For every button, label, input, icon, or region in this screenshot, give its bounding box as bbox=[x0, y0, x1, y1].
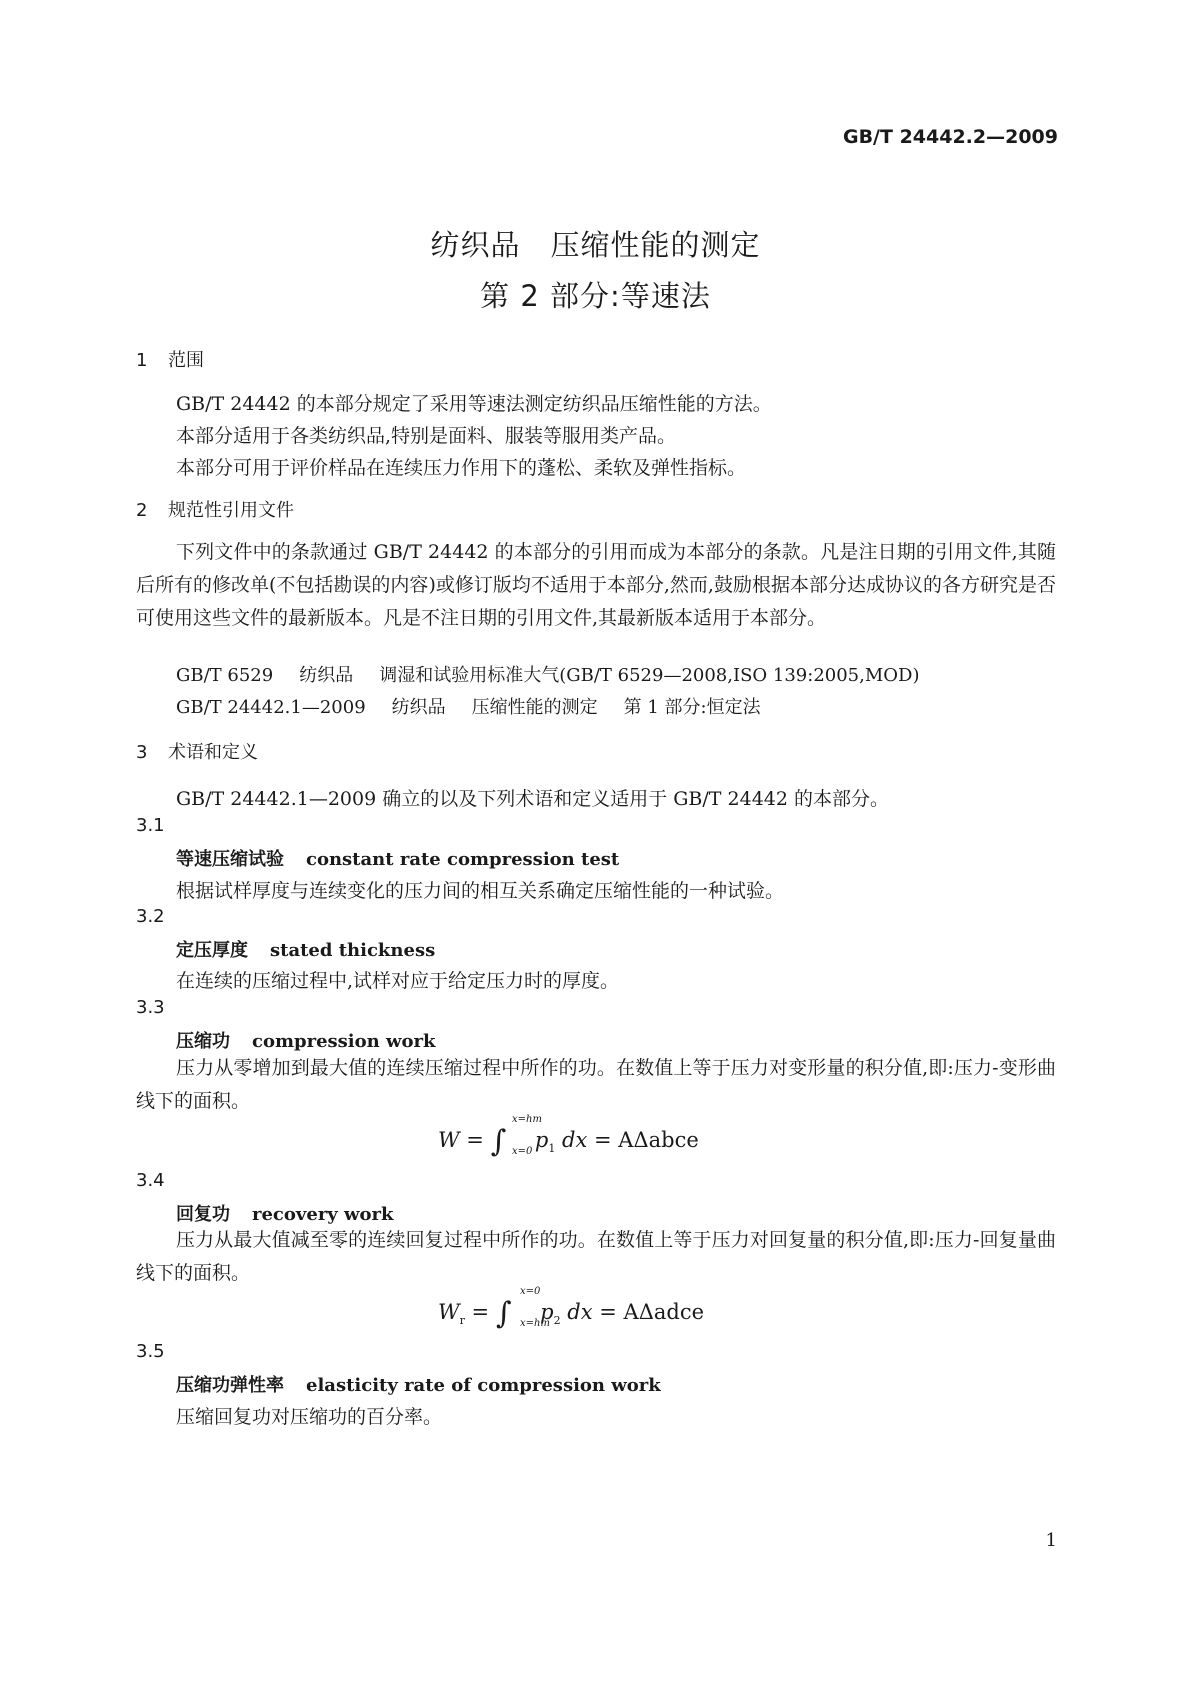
term-definition: 根据试样厚度与连续变化的压力间的相互关系确定压缩性能的一种试验。 bbox=[176, 880, 785, 902]
term-cn: 压缩功 bbox=[176, 1031, 230, 1052]
section-1-para-2: 本部分适用于各类纺织品,特别是面料、服装等服用类产品。 bbox=[176, 425, 677, 447]
term-heading bbox=[176, 845, 619, 871]
reference-title-b: 调湿和试验用标准大气(GB/T 6529—2008,ISO 139:2005,MOD) bbox=[379, 665, 920, 686]
formula-compression-work: W = ∫ x=hm x=0 $p_1$ dx = AΔabce bbox=[438, 1114, 699, 1159]
formula-lhs: W bbox=[438, 1128, 460, 1152]
reference-code: GB/T 6529 bbox=[176, 665, 274, 686]
differential: dx bbox=[562, 1128, 588, 1152]
section-number: 3 bbox=[136, 742, 148, 763]
term-heading bbox=[176, 936, 435, 962]
term-cn: 回复功 bbox=[176, 1204, 230, 1225]
differential: dx bbox=[567, 1300, 593, 1324]
lower-limit: x=hm bbox=[520, 1318, 550, 1329]
title-line-2: 第 2 部分:等速法 bbox=[480, 279, 711, 313]
term-heading bbox=[176, 1200, 393, 1226]
section-2-heading bbox=[136, 496, 294, 522]
term-en: compression work bbox=[252, 1031, 436, 1052]
section-1-para-1: GB/T 24442 的本部分规定了采用等速法测定纺织品压缩性能的方法。 bbox=[176, 393, 772, 415]
title-part-b: 压缩性能的测定 bbox=[550, 228, 761, 262]
term-cn: 等速压缩试验 bbox=[176, 849, 284, 870]
term-en: recovery work bbox=[252, 1204, 394, 1225]
term-definition: 压力从最大值减至零的连续回复过程中所作的功。在数值上等于压力对回复量的积分值,即:压力-回复量曲线下的面积。 bbox=[136, 1229, 1056, 1284]
term-number: 3.5 bbox=[136, 1341, 165, 1362]
page-number: 1 bbox=[1045, 1530, 1057, 1551]
lower-limit: x=0 bbox=[512, 1146, 533, 1157]
section-number: 2 bbox=[136, 500, 148, 521]
reference-title-c: 第 1 部分:恒定法 bbox=[623, 697, 761, 718]
upper-limit: x=hm bbox=[512, 1114, 542, 1125]
reference-title-a: 纺织品 bbox=[391, 697, 446, 718]
integrand: p bbox=[540, 1300, 554, 1324]
reference-title-b: 压缩性能的测定 bbox=[471, 697, 598, 718]
term-definition: 压缩回复功对压缩功的百分率。 bbox=[176, 1406, 443, 1428]
section-title: 术语和定义 bbox=[168, 742, 258, 763]
section-title: 规范性引用文件 bbox=[168, 500, 294, 521]
integrand: p bbox=[534, 1128, 549, 1152]
section-2-para-1: 下列文件中的条款通过 GB/T 24442 的本部分的引用而成为本部分的条款。凡是注日期的引用文件,其随后所有的修改单(不包括勘误的内容)或修订版均不适用于本部分,然而,鼓励根据本部分达成协议的各方研究是否可使用这些文件的最新版本。凡是不注日期的引用文件,其最新版本适用于本部分。 bbox=[136, 541, 1056, 629]
term-en: stated thickness bbox=[270, 940, 436, 961]
term-heading bbox=[176, 1027, 435, 1053]
reference-title-a: 纺织品 bbox=[299, 665, 354, 686]
term-number: 3.3 bbox=[136, 997, 165, 1018]
term-number: 3.2 bbox=[136, 906, 165, 927]
term-cn: 定压厚度 bbox=[176, 940, 248, 961]
formula-lhs-subscript: r bbox=[459, 1314, 465, 1327]
section-3-heading bbox=[136, 738, 258, 764]
term-definition: 在连续的压缩过程中,试样对应于给定压力时的厚度。 bbox=[176, 970, 620, 992]
term-en: elasticity rate of compression work bbox=[306, 1375, 661, 1396]
formula-recovery-work: $W_r$ = ∫ x=0 x=hm $p_2$ dx = AΔadce bbox=[438, 1286, 705, 1331]
term-number: 3.4 bbox=[136, 1170, 165, 1191]
title-line-1 bbox=[0, 223, 1191, 264]
title-part-a: 纺织品 bbox=[430, 228, 521, 262]
formula-lhs: W bbox=[438, 1300, 460, 1324]
term-en: constant rate compression test bbox=[306, 849, 620, 870]
standard-number: GB/T 24442.2—2009 bbox=[842, 126, 1058, 148]
section-3-para-1: GB/T 24442.1—2009 确立的以及下列术语和定义适用于 GB/T 24442 的本部分。 bbox=[176, 788, 889, 810]
term-number: 3.1 bbox=[136, 815, 165, 836]
formula-rhs: = AΔabce bbox=[594, 1128, 699, 1152]
section-number: 1 bbox=[136, 350, 148, 371]
integrand-subscript: 1 bbox=[548, 1142, 556, 1155]
reference-code: GB/T 24442.1—2009 bbox=[176, 697, 366, 718]
section-title: 范围 bbox=[168, 350, 204, 371]
term-definition: 压力从零增加到最大值的连续压缩过程中所作的功。在数值上等于压力对变形量的积分值,即:压力-变形曲线下的面积。 bbox=[136, 1057, 1056, 1112]
integral-sign: ∫ bbox=[490, 1124, 507, 1159]
integrand-subscript: 2 bbox=[553, 1314, 561, 1327]
document-title bbox=[0, 223, 1191, 315]
term-cn: 压缩功弹性率 bbox=[176, 1375, 284, 1396]
formula-rhs: = AΔadce bbox=[599, 1300, 705, 1324]
section-1-para-3: 本部分可用于评价样品在连续压力作用下的蓬松、柔软及弹性指标。 bbox=[176, 457, 747, 479]
upper-limit: x=0 bbox=[520, 1286, 541, 1297]
reference-1 bbox=[176, 661, 920, 687]
integral-sign: ∫ bbox=[495, 1296, 512, 1331]
term-heading bbox=[176, 1371, 661, 1397]
section-1-heading bbox=[136, 346, 204, 372]
reference-2 bbox=[176, 693, 761, 719]
